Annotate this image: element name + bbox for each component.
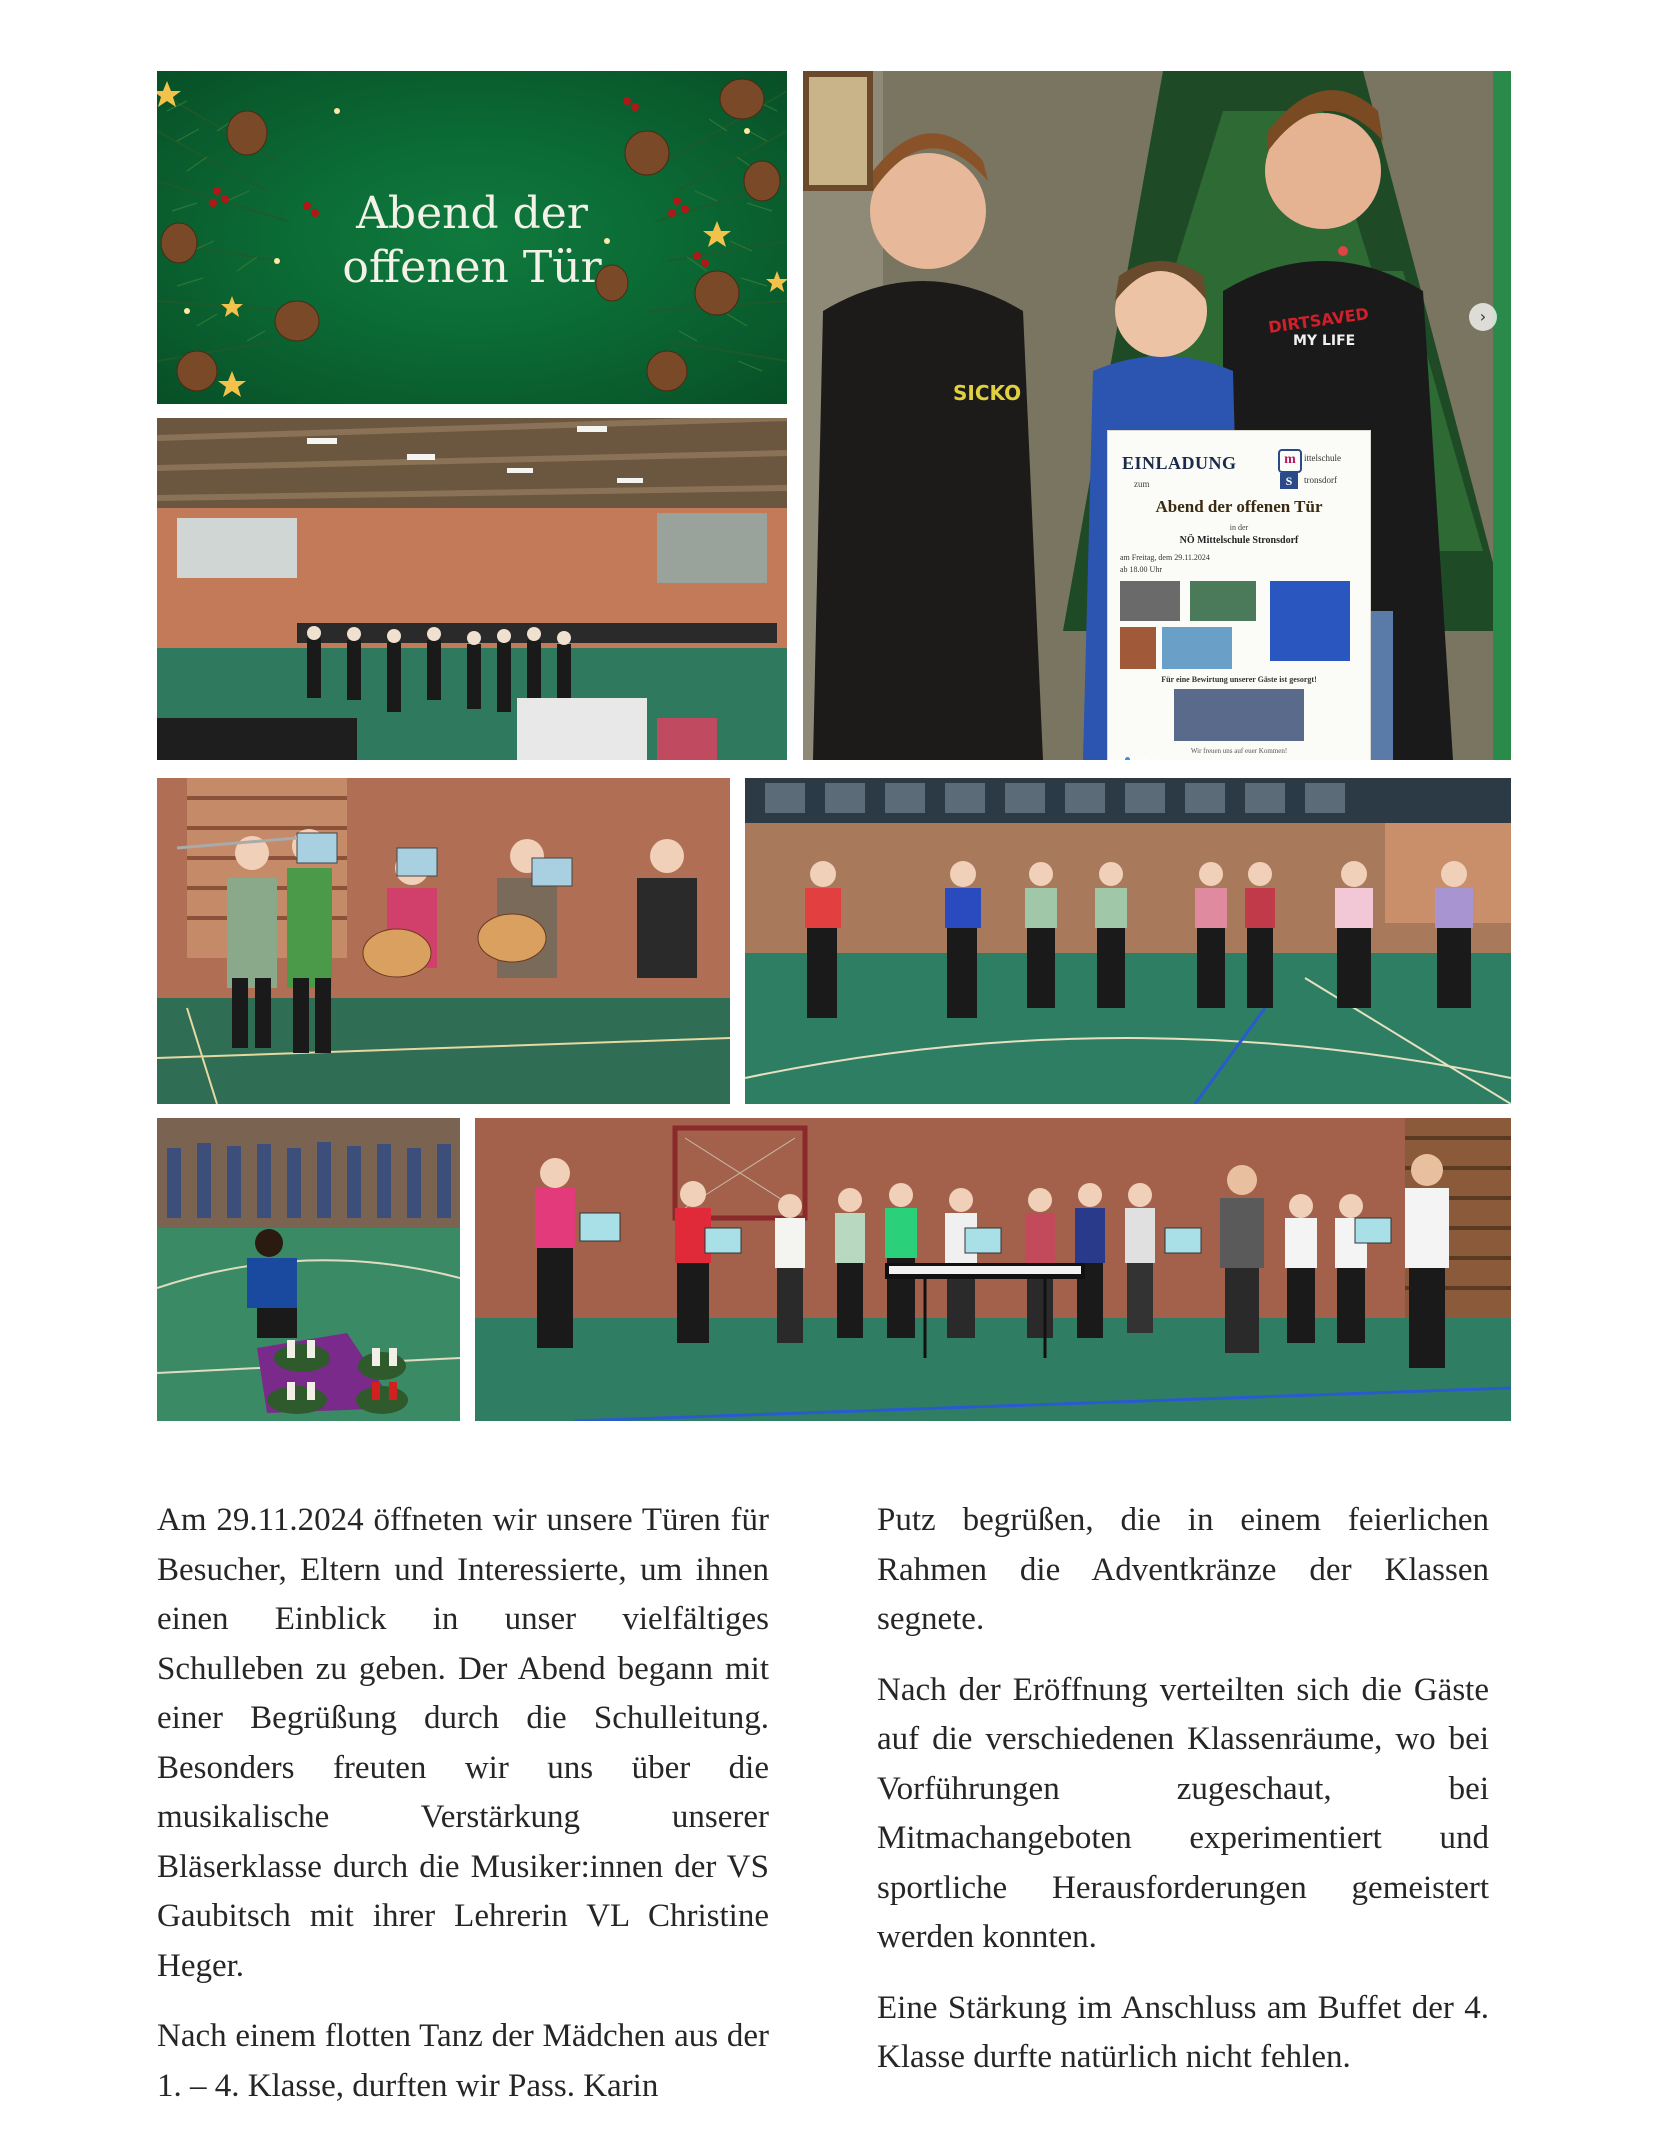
article-paragraph: Putz begrüßen, die in einem feierlichen Rahmen die Adventkränze der Klassen segnete.	[877, 1502, 1489, 1637]
school-band-scene	[475, 1118, 1511, 1421]
gym-dance-scene	[157, 418, 787, 760]
article-column-right	[877, 1496, 1489, 2104]
carousel-dot[interactable]	[1143, 757, 1148, 760]
gym-dance-photo	[157, 418, 787, 760]
school-logo	[1278, 449, 1358, 491]
advent-wreath-scene	[157, 1118, 460, 1421]
banner-image	[157, 71, 787, 404]
banner-title	[157, 187, 787, 295]
logo-line1: ittelschule	[1304, 453, 1341, 463]
poster-catering: Für eine Bewirtung unserer Gäste ist gesorgt!	[1161, 675, 1317, 684]
right-hoodie-print-2: MY LIFE	[1293, 333, 1356, 349]
logo-m: m	[1278, 449, 1302, 473]
carousel-next-button[interactable]: ›	[1469, 303, 1497, 331]
article-paragraph: Nach einem flotten Tanz der Mädchen aus der 1. – 4. Klasse, durften wir Pass. Karin	[157, 2018, 769, 2104]
musicians-scene	[157, 778, 730, 1104]
poster-heading: EINLADUNG	[1122, 453, 1237, 473]
musicians-photo	[157, 778, 730, 1104]
poster-school: NÖ Mittelschule Stronsdorf	[1179, 535, 1299, 546]
article-paragraph: Nach der Eröffnung verteilten sich die Gäste auf die verschiedenen Klassenräume, wo bei Vorführungen zugeschaut, bei Mitmachangeboten experimentiert und sportliche Herausforderungen gemeistert werden konnten.	[877, 1671, 1489, 1955]
carousel-dot[interactable]	[1125, 757, 1130, 760]
left-hoodie-print: SICKO	[953, 381, 1022, 405]
poster-in-der: in der	[1229, 523, 1249, 532]
dance-performance-photo	[745, 778, 1511, 1104]
poster-group-photo	[1174, 689, 1304, 741]
article-paragraph: Am 29.11.2024 öffneten wir unsere Türen für Besucher, Eltern und Interessierte, um ihnen einen Einblick in unser vielfältiges Schulleben zu geben. Der Abend begann mit einer Begrüßung durch die Schulleitung. Besonders freuten wir uns über die musikalische Verstärkung unserer Bläserklasse durch die Musiker:innen der VS Gaubitsch mit ihrer Lehrerin VL Christine Heger.	[157, 1502, 769, 1984]
banner-title-line1: Abend der	[356, 188, 588, 239]
kids-invitation-photo	[803, 71, 1511, 760]
poster-event: Abend der offenen Tür	[1155, 497, 1323, 516]
poster-time: ab 18.00 Uhr	[1120, 565, 1162, 574]
invitation-poster	[1108, 431, 1370, 760]
carousel-dot[interactable]	[1152, 757, 1157, 760]
poster-date: am Freitag, dem 29.11.2024	[1120, 553, 1210, 562]
article-column-left	[157, 1496, 769, 2132]
logo-s: S	[1280, 473, 1298, 489]
banner-title-line2: offenen Tür	[342, 242, 602, 293]
article-paragraph: Eine Stärkung im Anschluss am Buffet der 4. Klasse durfte natürlich nicht fehlen.	[877, 1989, 1489, 2075]
poster-closing: Wir freuen uns auf euer Kommen!	[1190, 747, 1288, 755]
right-hoodie-print-1: DIRTSAVED	[1267, 304, 1371, 337]
school-band-photo	[475, 1118, 1511, 1421]
poster-zum: zum	[1134, 479, 1150, 489]
logo-line2: tronsdorf	[1304, 475, 1337, 485]
carousel-dot[interactable]	[1134, 757, 1139, 760]
dance-line-scene	[745, 778, 1511, 1104]
poster-photo-collage	[1120, 581, 1358, 669]
advent-wreaths-photo	[157, 1118, 460, 1421]
carousel-dots	[1123, 747, 1159, 760]
